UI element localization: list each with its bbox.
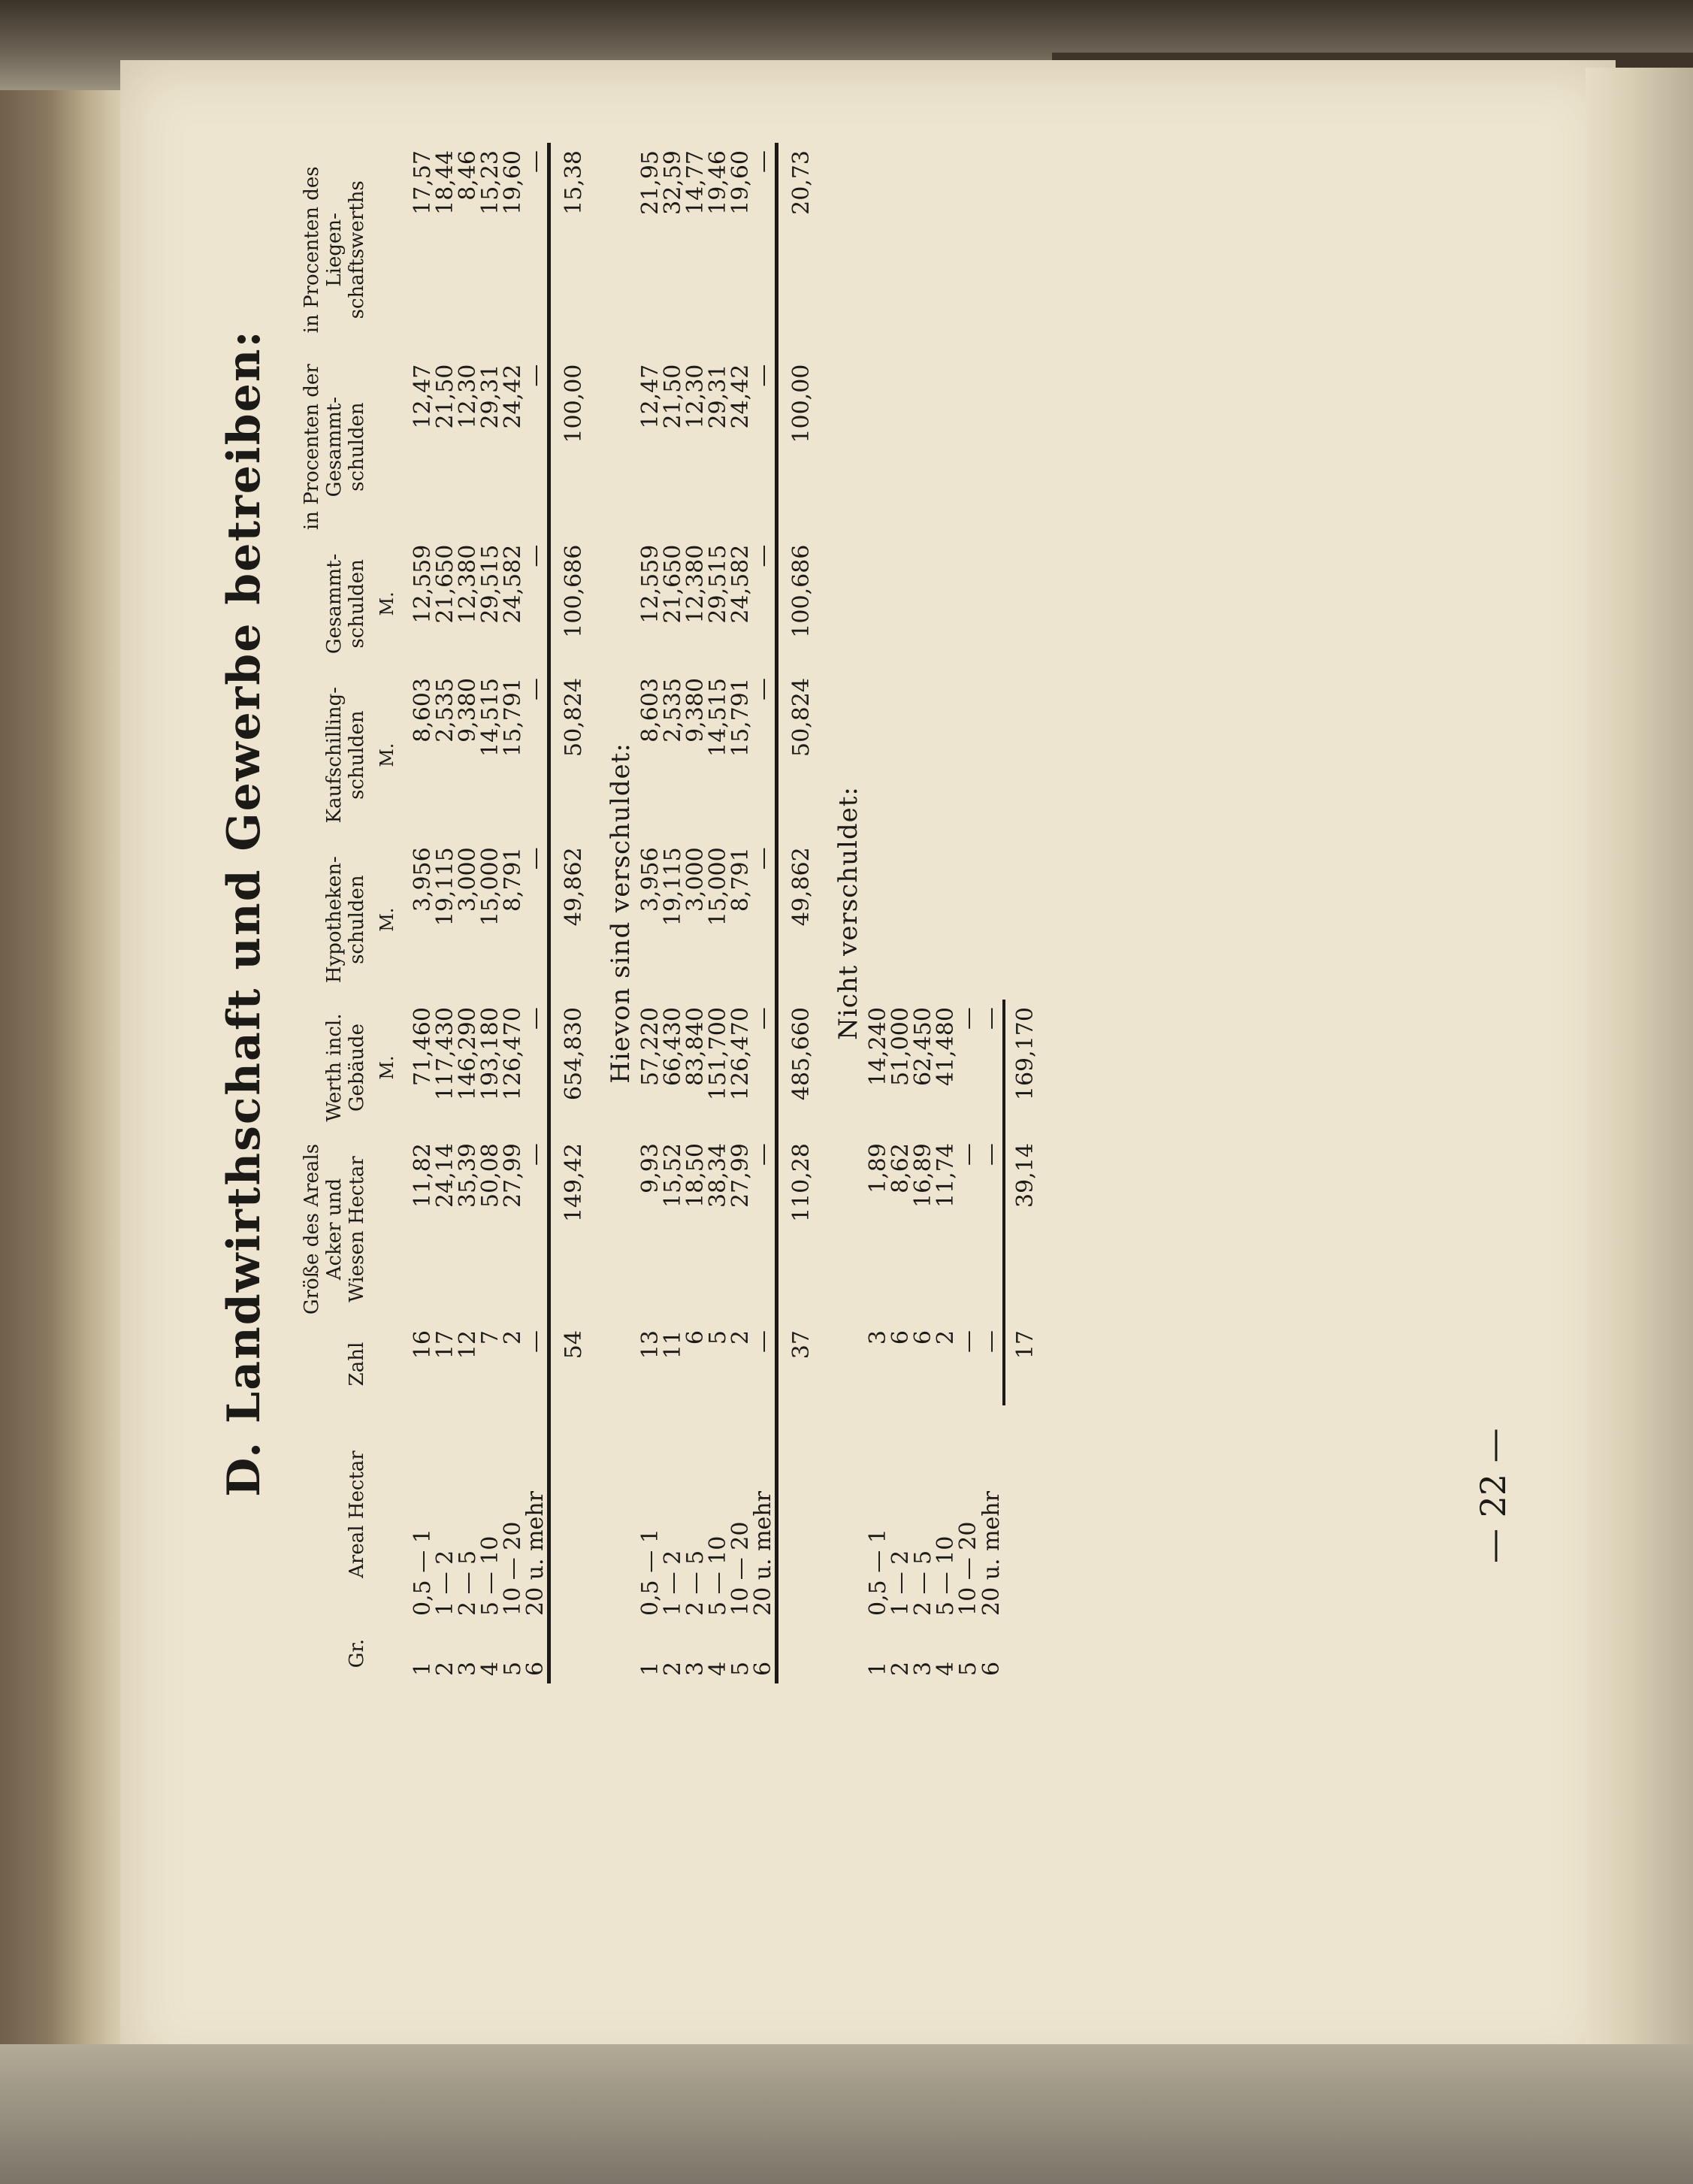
table-cell: 41,480	[933, 1007, 959, 1087]
table-cell: 37	[777, 1323, 830, 1405]
header-gesamt: Gesammt-schulden	[323, 553, 368, 655]
table-cell: 2	[727, 1330, 754, 1345]
table-cell: 71,460	[410, 1007, 436, 1087]
table-cell: 24,582	[727, 544, 754, 624]
table-cell: 18,44	[432, 150, 458, 215]
table-cell: 17,57	[410, 150, 436, 215]
table-cell: 19,60	[727, 150, 754, 215]
table-cell: 19,46	[705, 150, 731, 215]
table-cell: 5	[955, 1661, 981, 1676]
table-cell: 35,39	[455, 1143, 481, 1208]
unit-werth: M.	[376, 1055, 398, 1080]
table-cell: 110,28	[777, 1136, 830, 1323]
table-cell: 485,660	[777, 1000, 830, 1136]
table-cell: —	[955, 1330, 981, 1353]
table-cell: 57,220	[637, 1007, 664, 1087]
table-cell: —	[522, 1143, 549, 1166]
table-cell: 19,115	[660, 847, 686, 927]
table-cell: 32,59	[660, 150, 686, 215]
table-cell: 12,559	[637, 544, 664, 624]
table-cell: 38,34	[705, 1143, 731, 1208]
table-cell: 12,30	[455, 364, 481, 429]
table-cell: 5	[727, 1661, 754, 1676]
table-cell: 9,380	[682, 678, 709, 743]
table-cell: 19,115	[432, 847, 458, 927]
table-cell: 1	[865, 1661, 891, 1676]
table-cell: 15,000	[705, 847, 731, 927]
table-cell: 20,73	[777, 143, 830, 357]
table-cell: 149,42	[549, 1136, 603, 1323]
table-cell: 100,00	[549, 357, 603, 537]
table-cell: 29,515	[477, 544, 503, 624]
table-cell: 8,603	[637, 678, 664, 743]
table-cell: 16,89	[910, 1143, 936, 1208]
table-cell: 117,430	[432, 1007, 458, 1101]
table-cell: 24,42	[500, 364, 526, 429]
table-cell: 6	[682, 1330, 709, 1345]
table-cell: 8,46	[455, 150, 481, 201]
table-cell: 15,791	[727, 678, 754, 758]
table-cell: 9,93	[637, 1143, 664, 1193]
table-cell: 11,82	[410, 1143, 436, 1208]
table-cell: 3	[455, 1661, 481, 1676]
table-cell: 24,582	[500, 544, 526, 624]
table-cell: 13	[637, 1330, 664, 1360]
table-cell: 10 — 20	[727, 1521, 754, 1616]
section-heading-verschuldet	[602, 143, 639, 1683]
table-cell: 8,62	[887, 1143, 914, 1193]
table-cell: 15,23	[477, 150, 503, 215]
table-cell: 3	[682, 1661, 709, 1676]
table-cell: —	[750, 364, 776, 387]
table-cell: —	[522, 364, 549, 387]
table-cell: —	[522, 1007, 549, 1030]
table-row	[434, 143, 457, 1683]
table-cell: 4	[933, 1661, 959, 1676]
table-cell: 21,650	[660, 544, 686, 624]
header-areal: Areal Hectar	[346, 1450, 368, 1578]
rotated-table-region	[218, 143, 1187, 1683]
table-cell: 2	[660, 1661, 686, 1676]
table-cell: 169,170	[1004, 1000, 1037, 1136]
table-cell: —	[522, 1330, 549, 1353]
table-cell: 8,791	[500, 847, 526, 912]
table-row	[502, 143, 525, 1683]
table-cell: 193,180	[477, 1007, 503, 1101]
table-cell: —	[750, 1007, 776, 1030]
unit-kauf: M.	[376, 743, 398, 767]
table-cell: 3	[865, 1330, 891, 1345]
table-cell: 15,791	[500, 678, 526, 758]
total-row	[1004, 143, 1037, 1683]
table-cell: 6	[522, 1661, 549, 1676]
table-cell: 8,603	[410, 678, 436, 743]
table-cell: —	[750, 150, 776, 173]
table-cell: 21,95	[637, 150, 664, 215]
table-row	[662, 143, 685, 1683]
table-cell: 3	[910, 1661, 936, 1676]
table-row	[890, 143, 912, 1683]
table-cell: 11	[660, 1330, 686, 1360]
header-groesse: Größe des Areals Acker und Wiesen Hectar	[301, 1143, 368, 1315]
table-cell: 12,47	[410, 364, 436, 429]
table-cell: Nicht verschuldet:	[833, 786, 863, 1040]
table-cell: 14,515	[477, 678, 503, 758]
table-row	[639, 143, 662, 1683]
table-cell: 6	[750, 1661, 776, 1676]
table-cell: 5	[705, 1330, 731, 1345]
table-cell: 49,862	[777, 839, 830, 1000]
table-cell: 1,89	[865, 1143, 891, 1193]
table-cell: 9,380	[455, 678, 481, 743]
table-cell: 1 — 2	[660, 1550, 686, 1616]
table-cell: —	[522, 847, 549, 870]
table-cell: 12,30	[682, 364, 709, 429]
table-cell: 50,824	[777, 670, 830, 839]
table-cell: 14,77	[682, 150, 709, 215]
table-cell: 2	[432, 1661, 458, 1676]
table-cell: 50,824	[549, 670, 603, 839]
table-cell: 62,450	[910, 1007, 936, 1087]
table-cell: 20 u. mehr	[522, 1491, 549, 1616]
table-cell: 4	[477, 1661, 503, 1676]
table-cell: 0,5 — 1	[410, 1529, 436, 1616]
table-cell: 1 — 2	[432, 1550, 458, 1616]
table-cell: 16	[410, 1330, 436, 1360]
section-heading-nicht-verschuldet	[830, 143, 867, 1683]
table-cell: 21,50	[432, 364, 458, 429]
table-cell: 100,686	[549, 537, 603, 670]
table-row	[730, 143, 752, 1683]
table-row	[912, 143, 935, 1683]
table-cell: 1	[410, 1661, 436, 1676]
table-cell: 24,42	[727, 364, 754, 429]
table-cell: —	[955, 1143, 981, 1166]
table-cell: 5 — 10	[705, 1535, 731, 1616]
header-zahl: Zahl	[346, 1342, 368, 1387]
unit-hypo: M.	[376, 907, 398, 932]
table-cell: 5	[500, 1661, 526, 1676]
table-cell: —	[522, 678, 549, 701]
unit-row	[376, 143, 412, 1683]
table-cell: 14,515	[705, 678, 731, 758]
header-nr: Gr.	[346, 1638, 368, 1668]
table-cell: —	[750, 678, 776, 701]
header-kauf: Kaufschilling-schulden	[323, 686, 368, 824]
table-cell: 7	[477, 1330, 503, 1345]
table-row	[457, 143, 479, 1683]
table-cell: 10 — 20	[500, 1521, 526, 1616]
table-cell: 2 — 5	[455, 1550, 481, 1616]
table-cell: 21,50	[660, 364, 686, 429]
table-cell: 19,60	[500, 150, 526, 215]
table-cell: Hievon sind verschuldet:	[606, 743, 636, 1084]
table-cell: —	[750, 847, 776, 870]
table-cell: 100,686	[777, 537, 830, 670]
table-cell: 12,380	[455, 544, 481, 624]
table-cell: 2	[933, 1330, 959, 1345]
table-cell: 21,650	[432, 544, 458, 624]
header-pct-gesamt: in Procenten der Gesammt-schulden	[301, 364, 368, 531]
table-cell: 29,515	[705, 544, 731, 624]
table-row	[752, 143, 777, 1683]
total-row	[777, 143, 830, 1683]
header-werth: Werth incl. Gebäude	[323, 1013, 368, 1122]
table-cell: 8,791	[727, 847, 754, 912]
total-row	[549, 143, 603, 1683]
table-cell: —	[750, 1330, 776, 1353]
unit-gesamt: M.	[376, 591, 398, 616]
table-cell: —	[750, 544, 776, 567]
table-cell: 27,99	[727, 1143, 754, 1208]
table-cell: 12	[455, 1330, 481, 1360]
header-hypo: Hypotheken-schulden	[323, 856, 368, 984]
bottom-shadow	[0, 2044, 1693, 2184]
table-row	[957, 143, 980, 1683]
table-cell: 2	[500, 1330, 526, 1345]
table-cell: 2 — 5	[910, 1550, 936, 1616]
table-cell: 18,50	[682, 1143, 709, 1208]
table-cell: 29,31	[477, 364, 503, 429]
table-cell: 6	[910, 1330, 936, 1345]
table-cell: 10 — 20	[955, 1521, 981, 1616]
table-cell: 51,000	[887, 1007, 914, 1087]
header-row	[301, 143, 376, 1683]
table-cell: 5 — 10	[477, 1535, 503, 1616]
table-cell: 2 — 5	[682, 1550, 709, 1616]
table-cell: 3,000	[455, 847, 481, 912]
next-page-edge	[1586, 68, 1693, 2097]
table-cell: 12,47	[637, 364, 664, 429]
table-cell: —	[955, 1007, 981, 1030]
table-row	[525, 143, 549, 1683]
table-cell: 146,290	[455, 1007, 481, 1101]
table-cell: 15,38	[549, 143, 603, 357]
table-cell: 1 — 2	[887, 1550, 914, 1616]
table-cell: 654,830	[549, 1000, 603, 1136]
table-cell: 2	[887, 1661, 914, 1676]
table-cell: —	[750, 1143, 776, 1166]
table-row	[412, 143, 434, 1683]
table-cell: 50,08	[477, 1143, 503, 1208]
table-cell: 2,535	[660, 678, 686, 743]
table-cell: 11,74	[933, 1143, 959, 1208]
table-cell: 151,700	[705, 1007, 731, 1101]
header-pct-liegen: in Procenten des Liegen-schaftswerths	[301, 166, 368, 334]
table-cell: 100,00	[777, 357, 830, 537]
table-cell: —	[978, 1007, 1004, 1030]
table-cell: 17	[432, 1330, 458, 1360]
table-cell: —	[522, 544, 549, 567]
table-cell: 83,840	[682, 1007, 709, 1087]
table-row	[867, 143, 890, 1683]
table-cell: 12,559	[410, 544, 436, 624]
statistics-table	[301, 143, 1037, 1683]
table-cell: 0,5 — 1	[865, 1529, 891, 1616]
table-cell: 29,31	[705, 364, 731, 429]
table-row	[479, 143, 502, 1683]
table-row	[980, 143, 1004, 1683]
table-cell: 3,956	[410, 847, 436, 912]
table-cell: 20 u. mehr	[750, 1491, 776, 1616]
table-cell: 12,380	[682, 544, 709, 624]
table-cell: 6	[887, 1330, 914, 1345]
table-cell: 54	[549, 1323, 603, 1405]
table-row	[935, 143, 957, 1683]
table-cell: 15,000	[477, 847, 503, 927]
table-title: D. Landwirthschaft und Gewerbe betreiben:	[218, 329, 271, 1497]
table-cell: 17	[1004, 1323, 1037, 1405]
table-cell: 20 u. mehr	[978, 1491, 1005, 1616]
table-cell: 66,430	[660, 1007, 686, 1087]
table-cell: —	[522, 150, 549, 173]
table-cell: 39,14	[1004, 1136, 1037, 1323]
table-row	[685, 143, 707, 1683]
table-cell: 3,956	[637, 847, 664, 912]
page-number: — 22 —	[1473, 1428, 1513, 1563]
table-cell: 6	[978, 1661, 1005, 1676]
table-row	[707, 143, 730, 1683]
table-cell: 0,5 — 1	[637, 1529, 664, 1616]
table-cell: 1	[637, 1661, 664, 1676]
table-cell: 3,000	[682, 847, 709, 912]
table-cell: 24,14	[432, 1143, 458, 1208]
table-cell: 126,470	[500, 1007, 526, 1101]
table-cell: —	[978, 1330, 1004, 1353]
table-cell: 4	[705, 1661, 731, 1676]
table-cell: 27,99	[500, 1143, 526, 1208]
table-cell: 5 — 10	[933, 1535, 959, 1616]
table-cell: —	[978, 1143, 1004, 1166]
table-cell: 2,535	[432, 678, 458, 743]
table-cell: 14,240	[865, 1007, 891, 1087]
table-cell: 126,470	[727, 1007, 754, 1101]
table-cell: 49,862	[549, 839, 603, 1000]
table-cell: 15,52	[660, 1143, 686, 1208]
